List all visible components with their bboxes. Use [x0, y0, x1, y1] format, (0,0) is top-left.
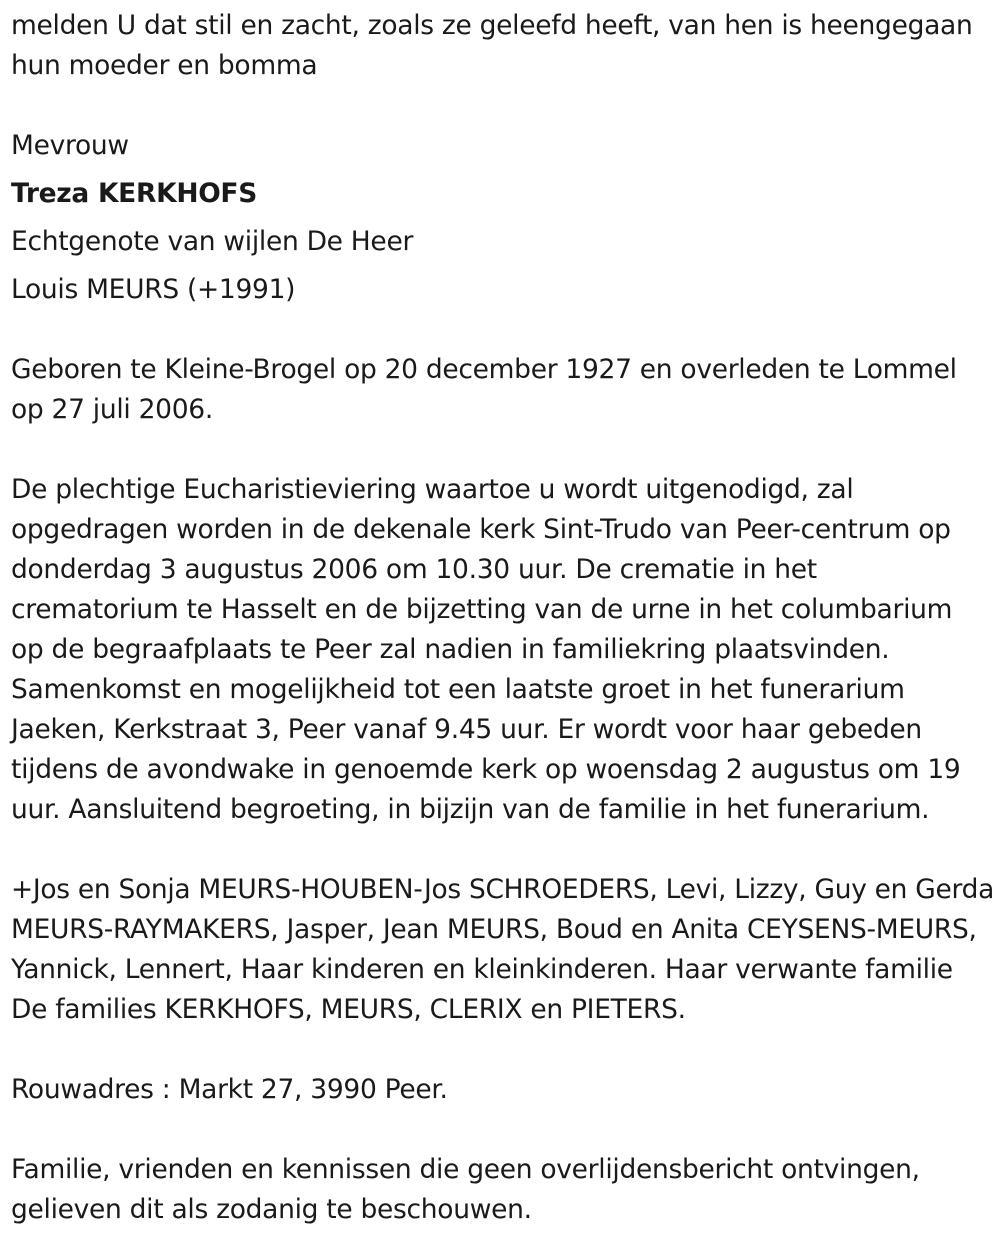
- family-line: De families KERKHOFS, MEURS, CLERIX en PIETERS.: [11, 994, 686, 1025]
- ceremony-line: uur. Aansluitend begroeting, in bijzijn van de familie in het funerarium.: [11, 794, 930, 825]
- ceremony-line: De plechtige Eucharistieviering waartoe u wordt uitgenodigd, zal: [11, 474, 854, 505]
- intro-line: melden U dat stil en zacht, zoals ze geleefd heeft, van hen is heengegaan: [11, 10, 973, 41]
- deceased-block: [11, 122, 992, 314]
- family-line: +Jos en Sonja MEURS-HOUBEN-Jos SCHROEDERS, Levi, Lizzy, Guy en Gerda: [11, 874, 994, 905]
- ceremony-line: donderdag 3 augustus 2006 om 10.30 uur. De crematie in het: [11, 554, 817, 585]
- birth-paragraph: [11, 350, 992, 430]
- closing-paragraph: [11, 1150, 992, 1230]
- address-paragraph: [11, 1070, 992, 1110]
- ceremony-line: op de begraafplaats te Peer zal nadien in familiekring plaatsvinden.: [11, 634, 890, 665]
- closing-line: gelieven dit als zodanig te beschouwen.: [11, 1194, 532, 1225]
- salutation: Mevrouw: [11, 130, 129, 161]
- mourning-address: Rouwadres : Markt 27, 3990 Peer.: [11, 1074, 448, 1105]
- family-line: Yannick, Lennert, Haar kinderen en kleinkinderen. Haar verwante familie: [11, 954, 953, 985]
- family-line: MEURS-RAYMAKERS, Jasper, Jean MEURS, Boud en Anita CEYSENS-MEURS,: [11, 914, 977, 945]
- spouse-line: Echtgenote van wijlen De Heer: [11, 226, 414, 257]
- ceremony-line: Samenkomst en mogelijkheid tot een laatste groet in het funerarium: [11, 674, 905, 705]
- intro-line: hun moeder en bomma: [11, 50, 318, 81]
- ceremony-line: tijdens de avondwake in genoemde kerk op woensdag 2 augustus om 19: [11, 754, 961, 785]
- spouse-line: Louis MEURS (+1991): [11, 274, 296, 305]
- birth-line: op 27 juli 2006.: [11, 394, 213, 425]
- closing-line: Familie, vrienden en kennissen die geen overlijdensbericht ontvingen,: [11, 1154, 920, 1185]
- deceased-name: Treza KERKHOFS: [11, 178, 258, 209]
- birth-line: Geboren te Kleine-Brogel op 20 december 1927 en overleden te Lommel: [11, 354, 957, 385]
- intro-paragraph: [11, 6, 992, 86]
- ceremony-paragraph: [11, 470, 992, 830]
- family-paragraph: [11, 870, 992, 1030]
- ceremony-line: opgedragen worden in de dekenale kerk Sint-Trudo van Peer-centrum op: [11, 514, 951, 545]
- ceremony-line: crematorium te Hasselt en de bijzetting van de urne in het columbarium: [11, 594, 953, 625]
- ceremony-line: Jaeken, Kerkstraat 3, Peer vanaf 9.45 uur. Er wordt voor haar gebeden: [11, 714, 922, 745]
